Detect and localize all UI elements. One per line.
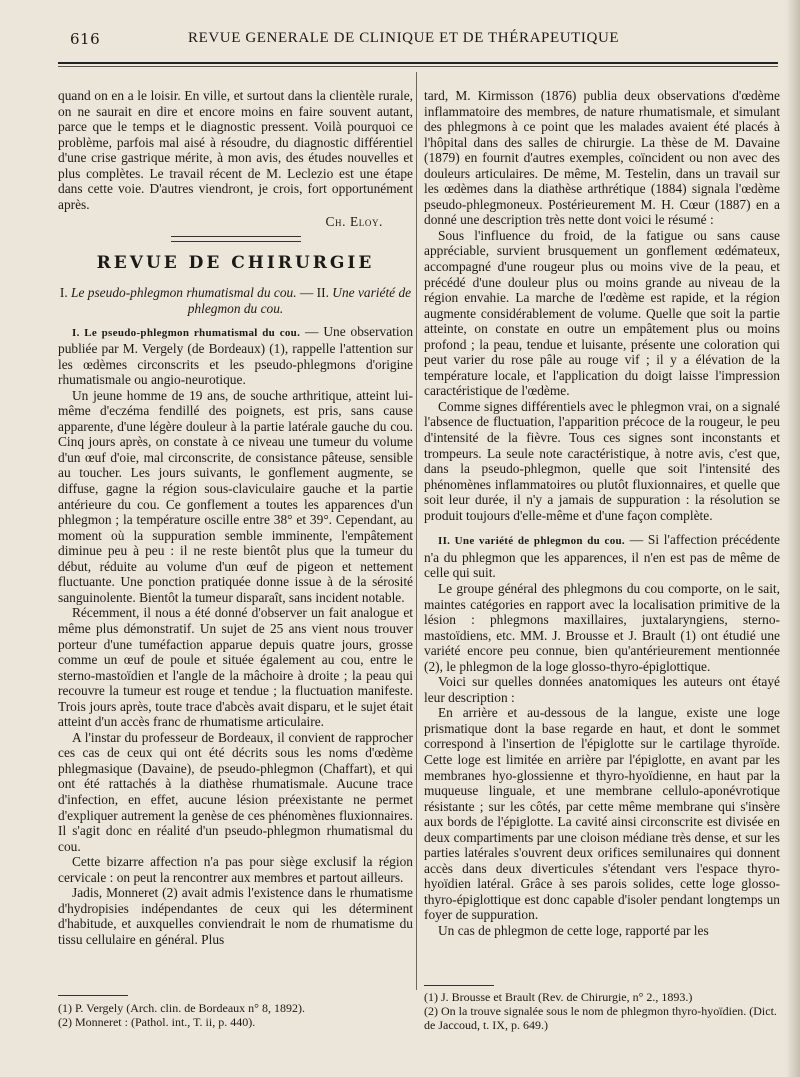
header-rule-thin — [58, 66, 778, 67]
subsection-heading: I. Le pseudo-phlegmon rhumatismal du cou. — [72, 326, 301, 339]
left-column — [58, 88, 413, 947]
column-divider — [416, 72, 417, 990]
page-edge-shadow — [786, 0, 800, 1077]
subsection-intro — [58, 324, 413, 388]
toc-roman: I. — [59, 285, 68, 301]
right-column — [424, 88, 780, 939]
paragraph: Un jeune homme de 19 ans, de souche arthritique, atteint lui-même d'eczéma fendillé des poignets, est pris, sans cause apparente, d'une légère douleur à la partie latérale gauche du cou. Cinq jours après, on constate à ce niveau une tumeur du volume d'un œuf d'oie, mal circonscrite, de consistance pâteuse, sensible au toucher. Les jours suivants, le gonflement augmente, se diffuse, gagne la région sous-claviculaire gauche et la partie antérieure du cou. Ce gonflement a toutes les apparences d'un phlegmon ; la température oscille entre 38° et 39°. Cependant, au moment où la suppuration semble imminente, l'empâtement diminue peu à peu : il ne reste bientôt plus que la tumeur du début, réduite au volume d'un œuf de pigeon et nettement fluctuante. Une ponction pratiquée donne issue à de la sérosité sanguinolente. Bientôt la tumeur disparaît, sans incident notable. — [58, 387, 413, 605]
running-title: REVUE GENERALE DE CLINIQUE ET DE THÉRAPEUTIQUE — [188, 30, 620, 46]
paragraph: Jadis, Monneret (2) avait admis l'existence dans le rhumatisme d'hydropisies indépendantes de ceux qui les déterminent d'habitude, et auxquelles conviendrait le nom de rhumatisme du tissu cellulaire en général. Plus — [58, 885, 413, 947]
paragraph: Le groupe général des phlegmons du cou comporte, on le sait, maintes catégories en rapport avec la localisation primitive de la lésion : phlegmons maxillaires, juxtalaryngiens, sterno-mastoïdiens, etc. MM. J. Brousse et J. Brault (1) ont étudié une variété encore peu connue, bien qu'antérieurement mentionnée (2), le phlegmon de la loge glosso-thyro-épiglottique. — [424, 580, 780, 674]
subsection-heading: II. Une variété de phlegmon du cou. — [438, 535, 625, 548]
paragraph: quand on en a le loisir. En ville, et surtout dans la clientèle rurale, on ne saurait en dire et encore moins en faire souvent autant, parce que le temps et le diagnostic pressent. Voilà pourquoi ce problème, parfois mal aisé à résoudre, du diagnostic différentiel d'une crise gastrique mérite, à mon avis, des études nouvelles et plus complètes. Le travail récent de M. Leclezio est une étape dans cette voie. D'autres viendront, je crois, fort opportunément après. — [58, 88, 413, 212]
paragraph: Sous l'influence du froid, de la fatigue ou sans cause appréciable, survient brusquement un gonflement œdémateux, accompagné d'une rougeur plus ou moins vive de la peau, et précédé d'une douleur plus ou moins grande au niveau de la région envahie. La marche de l'œdème est rapide, et la région augmente considérablement de volume. Quelle que soit la partie atteinte, on constate en outre un empâtement plus ou moins profond ; la peau, tendue et luisante, présente une coloration qui peut varier du rose pâle au rouge vif ; il y a élévation de la température locale, et l'application du doigt laisse l'impression caractéristique de l'œdème. — [424, 227, 780, 399]
paragraph: tard, M. Kirmisson (1876) publia deux observations d'œdème inflammatoire des membres, de nature rhumatismale, et simulant des phlegmons à ce point que les malades avaient été placés à l'hôpital dans des salles de chirurgie. La thèse de M. Davaine (1879) en fournit d'autres exemples, coïncident ou non avec des douleurs articulaires. De même, M. Testelin, dans un travail sur les œdèmes dans la diathèse arthrétique (1884) signala l'œdème pseudo-phlegmoneux. Postérieurement M. H. Cœur (1887) en a donné une description très nette dont voici le résumé : — [424, 88, 780, 228]
footnote-rule — [58, 995, 128, 996]
section-title: REVUE DE CHIRURGIE — [96, 252, 375, 273]
toc-roman: II. — [316, 285, 329, 301]
footnote: (2) On la trouve signalée sous le nom de phlegmon thyro-hyoïdien. (Dict. de Jaccoud, t. IX, p. 649.) — [424, 1004, 777, 1032]
paragraph: Cette bizarre affection n'a pas pour siège exclusif la région cervicale : on peut la rencontrer aux membres et partout ailleurs. — [58, 854, 413, 885]
footnotes-right — [424, 990, 780, 1032]
header-rule — [58, 62, 778, 64]
page-header — [70, 30, 760, 52]
subsection-text: — Si l'affection précédente n'a du phlegmon que les apparences, il n'en est pas de même de celle qui suit. — [424, 532, 780, 581]
paragraph: A l'instar du professeur de Bordeaux, il convient de rapprocher ces cas de ceux qui ont été décrits sous les noms d'œdème phlegmasique (Davaine), de pseudo-phlegmon (Chaffart), et qui ont été rattachés à la diathèse rhumatismale. Aucune trace d'infection, en effet, aucune lésion préexistante ne permet d'expliquer autrement la genèse de ces phénomènes fluxionnaires. Il s'agit donc en réalité d'un pseudo-phlegmon rhumatismal du cou. — [58, 729, 413, 854]
page-number: 616 — [70, 30, 101, 48]
paragraph: En arrière et au-dessous de la langue, existe une loge prismatique dont la base regarde en haut, et dont le sommet correspond à l'insertion de l'épiglotte sur le cartilage thyroïde. Cette loge est limitée en arrière par l'épiglotte, en avant par les membranes hyo-glossienne et thyro-hyoïdienne, en haut par la muqueuse linguale, et une membrane cellulo-aponévrotique résistante ; sur les côtés, par cette même membrane qui s'insère aux bords de l'épiglotte. La cavité ainsi circonscrite est divisée en deux compartiments par une cloison médiane très dense, et sur les parties latérales s'ouvrent deux orifices semilunaires qui donnent accès dans deux diverticules s'étendant vers l'espace thyro-hyoïdien latéral. Grâce à ses parois solides, cette loge glosso-thyro-épiglottique est donc capable d'isoler pendant longtemps un foyer de suppuration. — [424, 705, 780, 923]
section-separator — [171, 236, 301, 242]
section-contents — [58, 285, 413, 316]
footnote: (2) Monneret : (Pathol. int., T. ii, p. 440). — [58, 1015, 256, 1029]
paragraph: Un cas de phlegmon de cette loge, rapporté par les — [438, 922, 709, 938]
toc-item: Le pseudo-phlegmon rhumatismal du cou. — [71, 285, 297, 301]
paragraph: Voici sur quelles données anatomiques les auteurs ont étayé leur description : — [424, 674, 780, 705]
footnote-rule — [424, 985, 494, 986]
paragraph: Récemment, il nous a été donné d'observer un fait analogue et même plus démonstratif. Un sujet de 25 ans vient nous trouver porteur d'une tuméfaction apparue depuis quatre jours, grosse comme un œuf de poule et située également au cou, entre le sterno-mastoïdien et l'angle de la mâchoire à droite ; la peau qui recouvre la tumeur est rouge et tendue ; la fluctuation manifeste. Trois jours après, toute trace d'abcès avait disparu, et le sujet était atteint d'un accès franc de rhumatisme articulaire. — [58, 605, 413, 730]
footnote: (1) P. Vergely (Arch. clin. de Bordeaux n° 8, 1892). — [58, 1001, 305, 1015]
paragraph: Comme signes différentiels avec le phlegmon vrai, on a signalé l'absence de fluctuation, l'apparition précoce de la rougeur, le peu d'intensité de la fièvre. Tous ces signes sont inconstants et trompeurs. La seule note caractéristique, à notre avis, c'est que, dans la pseudo-phlegmon, quelle que soit l'intensité des phénomènes inflammatoires ou plutôt fluxionnaires, et quelle que soit leur durée, il n'y a jamais de suppuration : la résolution se produit toujours d'elle-même et d'une façon complète. — [424, 398, 780, 523]
footnote: (1) J. Brousse et Brault (Rev. de Chirurgie, n° 2., 1893.) — [424, 990, 693, 1004]
subsection-intro — [424, 532, 780, 581]
toc-separator: — — [296, 285, 317, 301]
subsection-text: — Une observation publiée par M. Vergely (de Bordeaux) (1), rappelle l'attention sur les œdèmes circonscrits et les pseudo-phlegmons d'origine rhumatismale ou angio-neurotique. — [58, 323, 414, 388]
toc-item: Une variété de phlegmon du cou. — [187, 285, 412, 317]
footnotes-left — [58, 1001, 413, 1029]
author-signature: Ch. Eloy. — [325, 214, 383, 230]
